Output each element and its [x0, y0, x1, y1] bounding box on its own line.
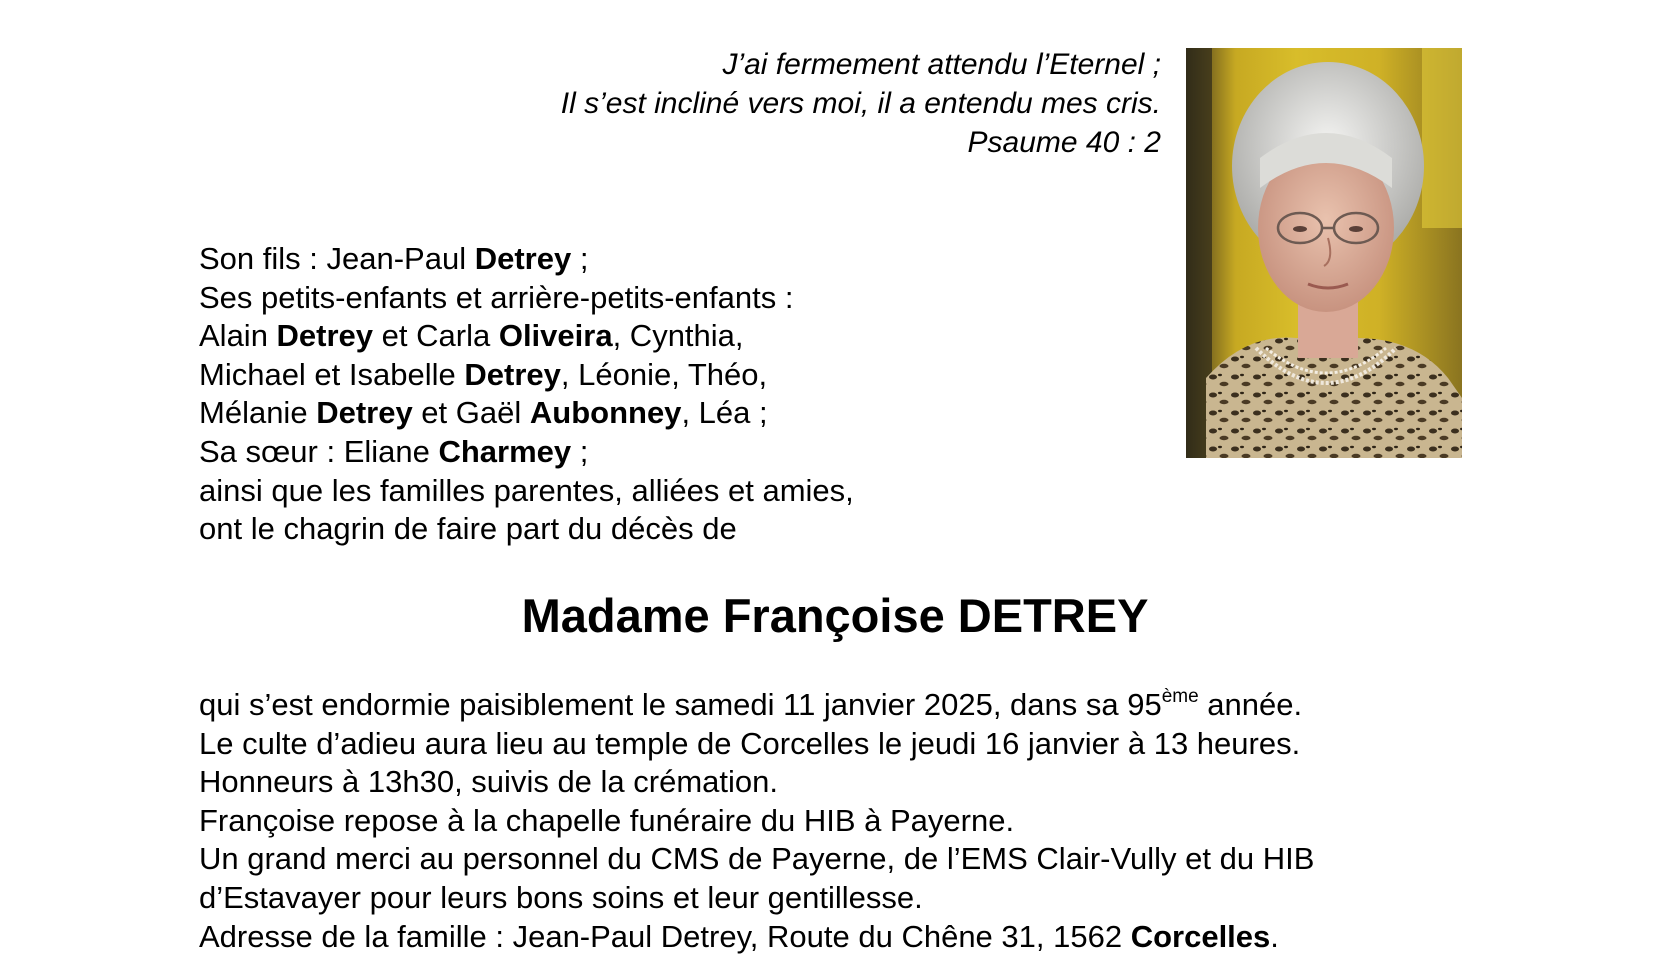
text: .	[1270, 918, 1279, 954]
text: Michael et Isabelle	[199, 356, 465, 392]
deceased-name: Madame Françoise DETREY	[521, 589, 1149, 642]
details-line: d’Estavayer pour leurs bons soins et leur gentillesse.	[199, 879, 923, 915]
surname: Aubonney	[529, 395, 682, 431]
text: ;	[571, 433, 589, 469]
portrait-photo	[1186, 48, 1462, 458]
deceased-name-heading	[0, 588, 1654, 644]
details-line: Françoise repose à la chapelle funéraire du HIB à Payerne.	[199, 802, 1015, 838]
surname: Detrey	[316, 395, 413, 431]
family-line	[199, 394, 854, 433]
surname: Detrey	[276, 318, 374, 354]
text: Mélanie	[199, 395, 317, 431]
text: et Carla	[373, 318, 499, 354]
verse-line-2: Il s’est incliné vers moi, il a entendu mes cris.	[560, 87, 1161, 120]
portrait-illustration	[1186, 48, 1462, 458]
surname: Oliveira	[498, 318, 613, 354]
surname: Detrey	[474, 241, 572, 276]
verse-reference: Psaume 40 : 2	[967, 126, 1161, 159]
obituary-details	[199, 686, 1314, 956]
text: Alain	[199, 318, 277, 354]
text: année.	[1198, 687, 1303, 722]
verse-line-1: J’ai fermement attendu l’Eternel ;	[722, 48, 1161, 81]
details-line: Le culte d’adieu aura lieu au temple de Corcelles le jeudi 16 janvier à 13 heures.	[199, 725, 1301, 761]
surname: Charmey	[438, 433, 572, 469]
details-line: Un grand merci au personnel du CMS de Payerne, de l’EMS Clair-Vully et du HIB	[199, 841, 1315, 877]
surname: Detrey	[464, 356, 561, 392]
family-line	[199, 317, 854, 356]
family-line: ont le chagrin de faire part du décès de	[199, 511, 737, 547]
ordinal-suffix: ème	[1161, 686, 1199, 707]
family-line	[199, 240, 854, 279]
family-line: ainsi que les familles parentes, alliées et amies,	[199, 472, 854, 508]
details-line	[199, 918, 1314, 957]
text: Sa sœur : Eliane	[199, 433, 439, 469]
text: Son fils : Jean-Paul	[199, 241, 475, 276]
town-name: Corcelles	[1130, 918, 1271, 954]
family-list	[199, 240, 854, 549]
details-line	[199, 686, 1314, 725]
family-line	[199, 356, 854, 395]
family-line: Ses petits-enfants et arrière-petits-enfants :	[199, 279, 794, 315]
family-line	[199, 433, 854, 472]
text: Adresse de la famille : Jean-Paul Detrey, Route du Chêne 31, 1562	[199, 918, 1131, 954]
details-line: Honneurs à 13h30, suivis de la crémation.	[199, 764, 778, 800]
bible-verse	[561, 45, 1161, 162]
text: qui s’est endormie paisiblement le samedi 11 janvier 2025, dans sa 95	[199, 687, 1162, 722]
text: , Léa ;	[681, 395, 768, 431]
text: et Gaël	[412, 395, 530, 431]
text: , Léonie, Théo,	[560, 356, 768, 392]
text: , Cynthia,	[612, 318, 744, 354]
text: ;	[571, 241, 589, 276]
